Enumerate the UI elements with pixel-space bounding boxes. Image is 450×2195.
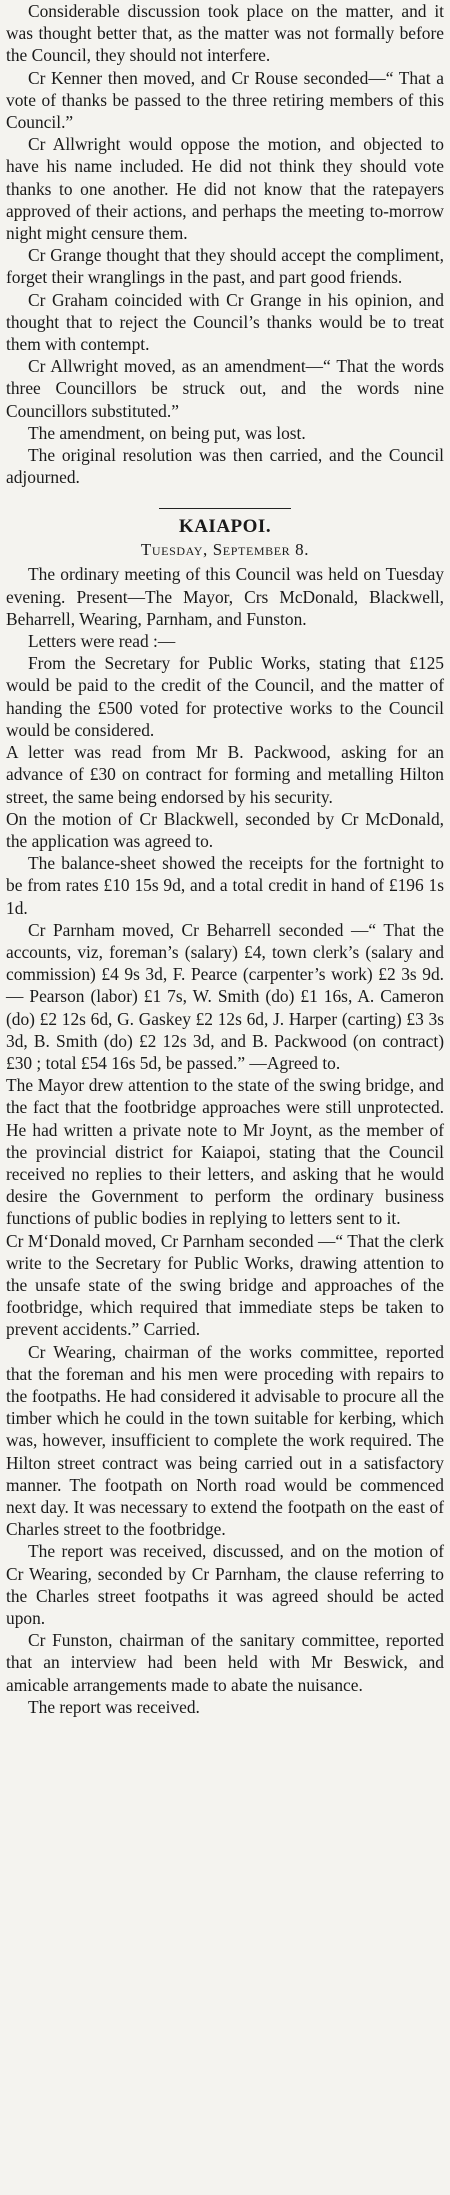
paragraph: Cr Parnham moved, Cr Beharrell seconded —“ That the accounts, viz, foreman’s (salary) £4, town clerk’s (salary and commission) £4 9s 3d, F. Pearce (carpenter’s work) £2 3s 9d. — Pearson (labor) £1 7s, W. Smith (do) £1 16s, A. Cameron (do) £2 12s 6d, G. Gaskey £2 12s 6d, J. Harper (carting) £3 3s 3d, B. Smith (do) £2 12s 3d, and B. Packwood (on contract) £30 ; total £54 16s 5d, be passed.” —Agreed to. [6,919,444,1073]
kaiapoi-council-report [6,515,444,1718]
paragraph: On the motion of Cr Blackwell, seconded by Cr McDonald, the application was agreed to. [6,808,444,851]
paragraph: The ordinary meeting of this Council was held on Tuesday evening. Present—The Mayor, Crs McDonald, Blackwell, Beharrell, Wearing, Parnham, and Funston. [6,564,444,629]
paragraph: Cr Grange thought that they should accept the compliment, forget their wranglings in the past, and part good friends. [6,245,444,288]
paragraph: Considerable discussion took place on the matter, and it was thought better that, as the matter was not formally before the Council, they should not interfere. [6,1,444,66]
dateline: Tuesday, September 8. [140,540,310,560]
section-heading: KAIAPOI. [178,516,272,538]
section-divider [159,508,291,509]
paragraph: Cr Allwright would oppose the motion, and objected to have his name included. He did not think they should vote thanks to one another. He did not know that the ratepayers approved of their actions, and perhaps the meeting to-morrow night might censure them. [6,134,444,244]
paragraph: The report was received, discussed, and on the motion of Cr Wearing, seconded by Cr Parnham, the clause referring to the Charles street footpaths it was agreed should be acted upon. [6,1541,444,1629]
paragraph: Letters were read :— [28,631,176,652]
paragraph: Cr Wearing, chairman of the works committee, reported that the foreman and his men were proceding with repairs to the footpaths. He had considered it advisable to procure all the timber which he could in the town suitable for kerbing, which was, however, insufficient to complete the work required. The Hilton street contract was being carried out in a satisfactory manner. The footpath on North road would be commenced next day. It was necessary to extend the footpath on the east of Charles street to the footbridge. [6,1341,444,1540]
paragraph: A letter was read from Mr B. Packwood, asking for an advance of £30 on contract for forming and metalling Hilton street, the same being endorsed by his security. [6,742,444,807]
paragraph: The report was received. [28,1696,200,1717]
paragraph: Cr Funston, chairman of the sanitary committee, reported that an interview had been held with Mr Beswick, and amicable arrangements made to abate the nuisance. [6,1630,444,1695]
paragraph: Cr Graham coincided with Cr Grange in his opinion, and thought that to reject the Council’s thanks would be to treat them with contempt. [6,289,444,355]
paragraph: The original resolution was then carried, and the Council adjourned. [6,445,444,488]
council-report-continued [6,0,444,488]
paragraph: Cr Kenner then moved, and Cr Rouse seconded—“ That a vote of thanks be passed to the three retiring members of this Council.” [6,67,444,133]
paragraph: The Mayor drew attention to the state of the swing bridge, and the fact that the footbridge approaches were still unprotected. He had written a private note to Mr Joynt, as the member of the provincial district for Kaiapoi, stating that the Council received no replies to their letters, and asking that he would desire the Government to perform the ordinary business functions of public bodies in replying to letters sent to it. [6,1075,444,1229]
paragraph: From the Secretary for Public Works, stating that £125 would be paid to the credit of the Council, and the matter of handing the £500 voted for protective works to the Council would be considered. [6,653,444,740]
paragraph: Cr Allwright moved, as an amendment—“ That the words three Councillors be struck out, and the words nine Councillors substituted.” [6,356,444,421]
paragraph: The amendment, on being put, was lost. [28,422,306,443]
paragraph: Cr M‘Donald moved, Cr Parnham seconded —“ That the clerk write to the Secretary for Public Works, drawing attention to the unsafe state of the swing bridge and approaches of the footbridge, which required that immediate steps be taken to prevent accidents.” Carried. [6,1230,444,1340]
paragraph: The balance-sheet showed the receipts for the fortnight to be from rates £10 15s 9d, and a total credit in hand of £196 1s 1d. [6,853,444,918]
